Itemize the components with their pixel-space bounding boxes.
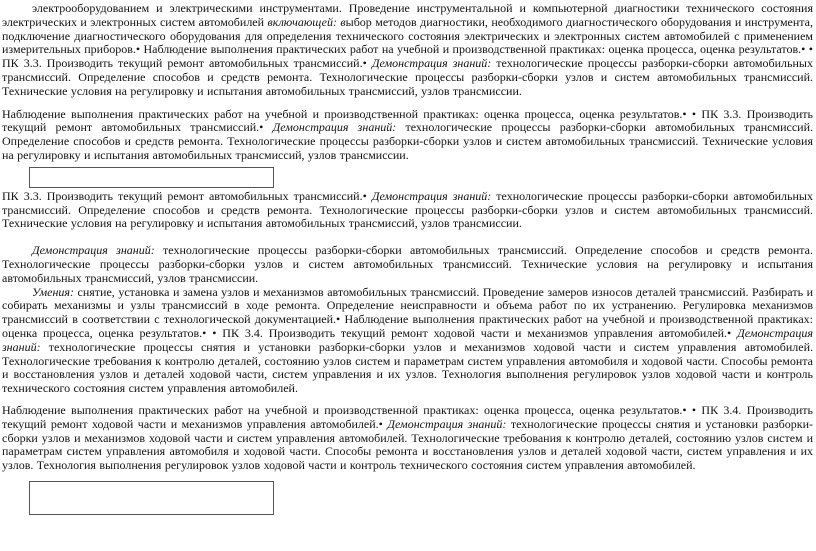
- text-run: Демонстрация знаний:: [272, 120, 397, 135]
- paragraph-diagnostics-pk33: [2, 2, 813, 99]
- empty-table-cell[interactable]: [29, 167, 274, 188]
- text-run: включающей: в: [267, 14, 346, 29]
- text-run: технологические процессы разборки-сборки автомобильных трансмиссий. Определение способов и средств ремонта. Технологические процессы разборки-сборки узлов и систем автомобильных трансмиссий. Технические условия на регулировку и испытания автомобильных трансмиссий, узлов трансмиссии.: [2, 56, 813, 98]
- text-run: технологические процессы разборки-сборки автомобильных трансмиссий. Определение способов и средств ремонта. Технологические процессы разборки-сборки узлов и систем автомобильных трансмиссий. Технические условия на регулировку и испытания автомобильных трансмиссий, узлов трансмиссии.: [2, 243, 814, 285]
- text-run: технологические процессы снятия и установки разборки-сборки узлов и механизмов ходовой части и систем управления автомобилей. Технологические требования к контролю деталей, состоянию узлов систем и параметрам систем управления автомобиля и ходовой части. Способы ремонта и восстановления узлов и деталей ходовой части, систем управления и их узлов. Технология выполнения регулировок узлов ходовой части и контроль технического состояния систем управления автомобилей.: [2, 339, 813, 396]
- text-run: технологические процессы разборки-сборки автомобильных трансмиссий. Определение способов и средств ремонта. Технологические процессы разборки-сборки узлов и систем автомобильных трансмиссий. Технические условия на регулировку и испытания автомобильных трансмиссий, узлов трансмиссии.: [2, 188, 813, 231]
- text-run: Демонстрация знаний:: [371, 56, 492, 71]
- text-run: Демонстрация знаний:: [32, 243, 155, 258]
- text-run: Демонстрация знаний:: [371, 188, 492, 203]
- text-run: Умения:: [32, 284, 74, 299]
- text-run: технологические процессы снятия и установки разборки-сборки узлов и механизмов ходовой части и систем управления автомобилей. Технологические требования к контролю деталей, состоянию узлов систем и параметрам систем управления автомобиля и ходовой части. Способы ремонта и восстановления узлов и деталей ходовой части, систем управления и их узлов. Технология выполнения регулировок узлов ходовой части и контроль технического состояния систем управления автомобилей.: [2, 416, 813, 473]
- paragraph-pk33-repeat: [2, 190, 813, 231]
- paragraph-demonstration-znaniy: [2, 244, 813, 285]
- text-run: Демонстрация знаний:: [2, 325, 813, 354]
- text-run: ПК 3.3. Производить текущий ремонт автомобильных трансмиссий.•: [2, 188, 372, 203]
- paragraph-observation-pk34: [2, 404, 813, 473]
- text-run: ыбор методов диагностики, необходимого диагностического оборудования и инструмента, подключение диагностического оборудования для определения технического состояния электрических и электронных систем автомобилей с применением измерительных приборов.• Наблюдение выполнения практических работ на учебной и производственной практиках: оценка процесса, оценка результатов.• • ПК 3.3. Производить текущий ремонт автомобильных трансмиссий.•: [2, 14, 814, 71]
- text-run: снятие, установка и замена узлов и механизмов автомобильных трансмиссий. Проведение замеров износов деталей трансмиссий. Разбирать и собирать механизмы и узлы трансмиссий в ходе ремонта. Определение неисправности и объема работ по их устранению. Регулировка механизмов трансмиссий в соответствии с технологической документацией.• Наблюдение выполнения практических работ на учебной и производственной практиках: оценка процесса, оценка результатов.• • ПК 3.4. Производить текущий ремонт ходовой части и механизмов управления автомобилей.•: [2, 284, 813, 340]
- text-run: электрооборудованием и электрическими инструментами. Проведение инструментальной и компьютерной диагностики технического состояния электрических и электронных систем автомобилей: [2, 1, 813, 29]
- text-run: Наблюдение выполнения практических работ на учебной и производственной практиках: оценка процесса, оценка результатов.• • ПК 3.3. Производить текущий ремонт автомобильных трансмиссий.•: [2, 106, 813, 135]
- text-run: Наблюдение выполнения практических работ на учебной и производственной практиках: оценка процесса, оценка результатов.• • ПК 3.4. Производить текущий ремонт ходовой части и механизмов управления автомобилей.•: [2, 402, 813, 431]
- paragraph-observation-pk33: [2, 108, 813, 163]
- empty-table-cell-bottom[interactable]: [29, 481, 274, 515]
- text-run: технологические процессы разборки-сборки автомобильных трансмиссий. Определение способов и средств ремонта. Технологические процессы разборки-сборки узлов и систем автомобильных трансмиссий. Технические условия на регулировку и испытания автомобильных трансмиссий, узлов трансмиссии.: [2, 120, 813, 162]
- paragraph-umeniya-pk34: [2, 286, 813, 396]
- text-run: Демонстрация знаний:: [387, 416, 507, 431]
